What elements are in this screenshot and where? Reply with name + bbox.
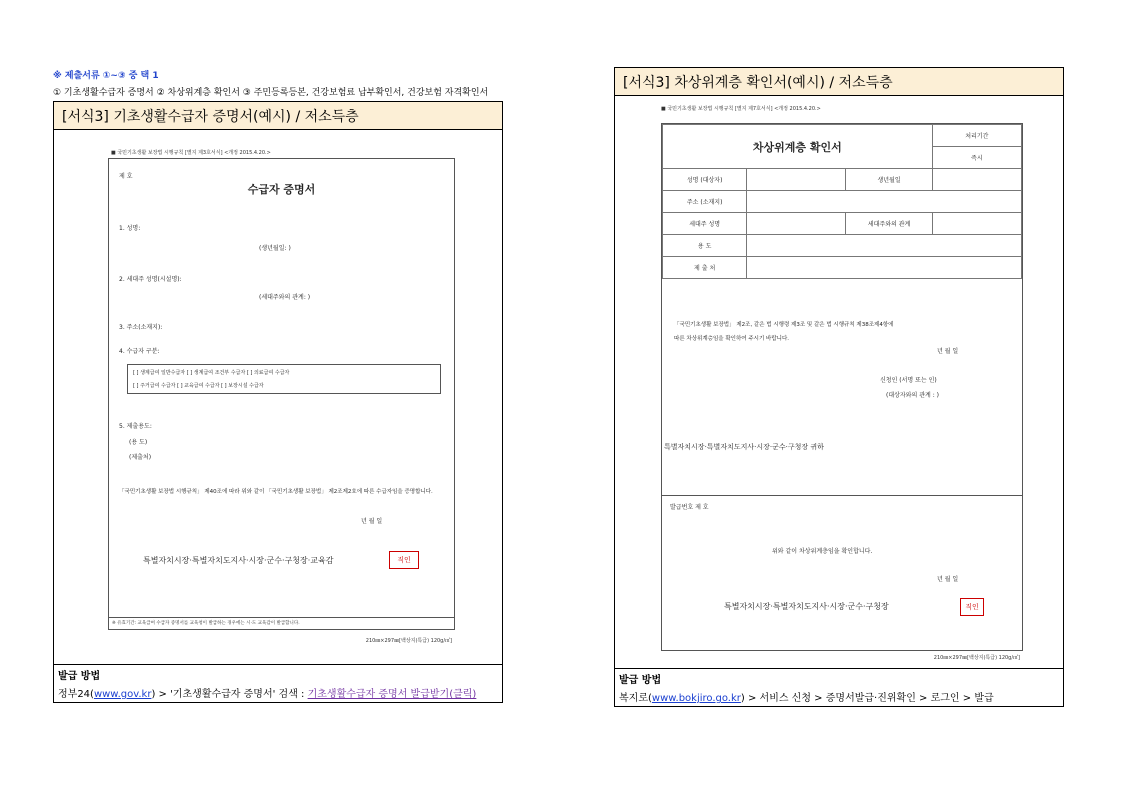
row-name-label: 성명 (대상자)	[663, 169, 747, 191]
applicant-info-table	[662, 124, 1022, 279]
row-relation-label: 세대주와의 관계	[846, 213, 932, 235]
doc-number-label: 제 호	[119, 173, 133, 180]
request-date: 년 월 일	[937, 348, 959, 355]
applicant-signature: 신청인 (서명 또는 인)	[880, 377, 937, 384]
issue-number: 발급번호 제 호	[670, 504, 709, 511]
field-householder: 2. 세대주 성명(시설명):	[119, 276, 182, 283]
right-issuer: 특별자치시장·특별자치도지사·시장·군수·구청장	[724, 602, 889, 611]
right-method-prefix: 복지로(	[619, 693, 652, 704]
bokjiro-link[interactable]: www.bokjiro.go.kr	[651, 693, 741, 704]
issue-section-divider	[662, 495, 1022, 496]
right-issue-method	[615, 668, 1063, 706]
certificate-body: 「국민기초생활 보장법 시행규칙」 제40조에 따라 위와 같이 「국민기초생활 보장법」 제2조제2호에 따른 수급자임을 증명합니다.	[119, 489, 433, 495]
gov-kr-link[interactable]: www.gov.kr	[93, 689, 152, 700]
doc-footnote: ※ 유효기간: 교육급여 수급자 증명서를 교육청이 발급하는 경우에는 시·도 교육감이 발급합니다.	[112, 621, 300, 626]
right-issue-method-title: 발급 방법	[619, 675, 662, 686]
right-method-suffix: ) > 서비스 신청 > 증명서발급·진위확인 > 로그인 > 발급	[740, 693, 994, 704]
addressee: 특별자치시장·특별자치도지사·시장·군수·구청장 귀하	[664, 443, 824, 451]
confirmation-date: 년 월 일	[937, 576, 959, 583]
field-purpose: 5. 제출용도:	[119, 423, 152, 430]
row-use-label: 용 도	[663, 235, 747, 257]
confirmation-text: 위와 같이 차상위계층임을 확인합니다.	[772, 548, 873, 555]
certificate-download-link[interactable]: 기초생활수급자 증명서 발급받기(클릭)	[307, 689, 477, 700]
processing-period-value: 즉시	[932, 147, 1021, 169]
doc-top-ref: ■ 국민기초생활 보장법 시행규칙 [별지 제3호서식] <개정 2015.4.20.>	[111, 150, 271, 156]
recipient-type-row1: [ ] 생계급여 일반수급자 [ ] 생계급여 조건부 수급자 [ ] 의료급여 수급자	[133, 370, 290, 376]
submission-note-title: ※ 제출서류 ①~③ 중 택 1	[53, 71, 159, 81]
row-submit-to-label: 제 출 처	[663, 257, 747, 279]
right-panel-header: [서식3] 차상위계층 확인서(예시) / 저소득층	[615, 68, 1063, 96]
field-birthdate: (생년월일: )	[259, 245, 291, 252]
applicant-relation: (대상자와의 관계 : )	[886, 392, 939, 399]
processing-period-label: 처리기간	[932, 125, 1021, 147]
request-body-line1: 「국민기초생활 보장법」 제2조, 같은 법 시행령 제3조 및 같은 법 시행규칙 제38조제4항에	[674, 322, 894, 328]
field-recipient-type: 4. 수급자 구분:	[119, 348, 160, 355]
right-doc-paper-spec: 210㎜×297㎜[백상지(특급) 120g/㎡]	[933, 655, 1020, 661]
doc-footer-divider	[109, 617, 454, 618]
row-birthdate-label: 생년월일	[846, 169, 932, 191]
submission-note-items: ① 기초생활수급자 증명서 ② 차상위계층 확인서 ③ 주민등록등본, 건강보험료 납부확인서, 건강보험 자격확인서	[53, 88, 489, 98]
right-doc-title: 차상위계층 확인서	[663, 125, 933, 169]
near-poor-confirmation-document	[661, 123, 1023, 661]
left-method-mid: ) > '기초생활수급자 증명서' 검색 :	[151, 689, 308, 700]
left-form-panel	[53, 101, 503, 703]
left-issue-method	[54, 664, 502, 702]
request-body-line2: 따른 차상위계층임을 확인하여 주시기 바랍니다.	[674, 336, 790, 342]
left-panel-header: [서식3] 기초생활수급자 증명서(예시) / 저소득층	[54, 102, 502, 130]
field-address: 3. 주소(소재지):	[119, 324, 163, 331]
right-doc-top-ref: ■ 국민기초생활 보장법 시행규칙 [별지 제7호서식] <개정 2015.4.20.>	[661, 106, 821, 112]
field-submit-to: (제출처)	[129, 454, 152, 461]
doc-paper-spec: 210㎜×297㎜[백상지(특급) 120g/㎡]	[365, 638, 452, 644]
left-method-prefix: 정부24(	[58, 689, 94, 700]
right-official-seal-stamp: 직인	[960, 598, 984, 616]
field-use: (용 도)	[129, 439, 148, 446]
field-name: 1. 성명:	[119, 225, 141, 232]
official-seal-stamp: 직인	[389, 551, 419, 569]
recipient-type-row2: [ ] 주거급여 수급자 [ ] 교육급여 수급자 [ ] 보장시설 수급자	[133, 383, 264, 389]
certificate-date: 년 월 일	[361, 518, 383, 525]
certificate-issuer: 특별자치시장·특별자치도지사·시장·군수·구청장·교육감	[143, 556, 334, 565]
row-householder-label: 세대주 성명	[663, 213, 747, 235]
left-issue-method-title: 발급 방법	[58, 671, 101, 682]
doc-title: 수급자 증명서	[247, 183, 316, 196]
recipient-certificate-document	[108, 150, 455, 644]
right-form-panel	[614, 67, 1064, 707]
recipient-type-box	[127, 364, 441, 394]
field-relation: (세대주와의 관계: )	[259, 294, 311, 301]
row-address-label: 주소 (소재지)	[663, 191, 747, 213]
